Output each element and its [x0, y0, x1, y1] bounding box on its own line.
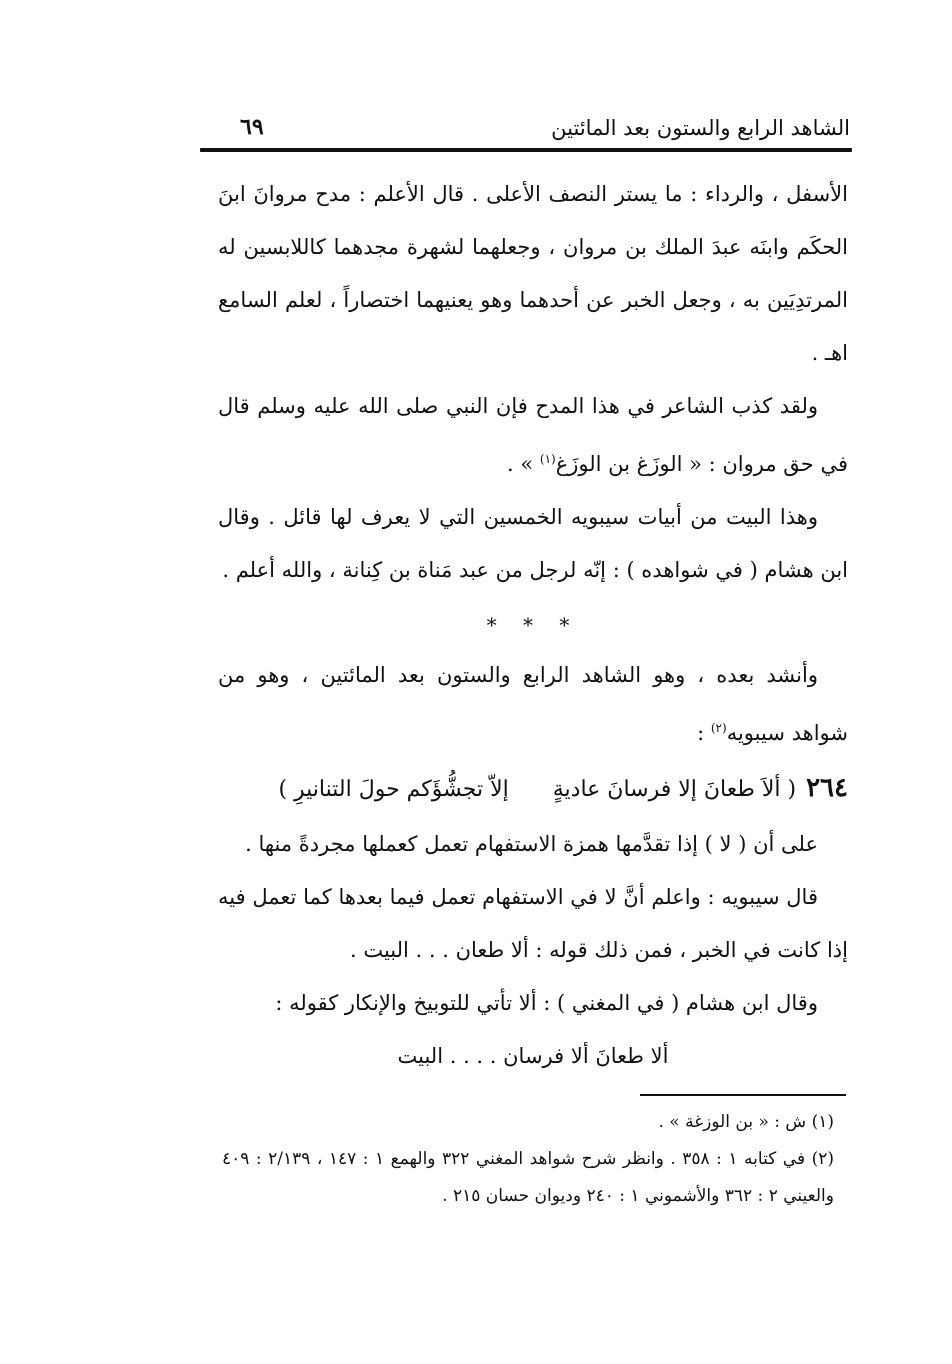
footnote-1: (١) ش : « بن الوزغة » .: [658, 1112, 834, 1132]
verse-number: ٢٦٤: [806, 773, 848, 803]
text-line: الأسفل ، والرداء : ما يستر النصف الأعلى . قال الأعلم : مدح مروانَ: [253, 182, 848, 206]
footnote-line: وديوان حسان ٢١٥ .: [442, 1186, 582, 1206]
text-line: وهذا البيت من أبيات سيبويه الخمسين التي لا يعرف لها قائل . وقال: [218, 505, 818, 529]
section-separator: * * *: [486, 613, 580, 637]
footnote-ref-2: (٢): [710, 721, 727, 735]
text-line: ابن هشام ( في شواهده ) : إنّه لرجل من عبد مَناة بن كِنانة ، والله أعلم .: [222, 558, 848, 582]
paragraph-3: [218, 491, 848, 597]
text-line: السامع اهـ .: [218, 288, 848, 365]
text-line-end: » .: [507, 452, 540, 476]
paragraph-7: وقال ابن هشام ( في المغني ) : ألا تأتي للتوبيخ والإنكار كقوله :: [275, 991, 818, 1015]
verse-hemistich-2: إلاّ تجشُّؤَكم حولَ التنانيرِ ): [278, 777, 509, 802]
paragraph-4: [218, 649, 848, 760]
page-header: [200, 116, 850, 150]
text-line: له المرتدِيَين به ، وجعل الخبر عن أحدهما وهو يعنيهما اختصاراً ، لعلم: [218, 235, 848, 312]
text-line-end: :: [697, 721, 711, 745]
text-line: كانت في الخبر ، فمن ذلك قوله : ألا طعان . . . البيت .: [349, 938, 821, 962]
text-line: ابنَ الحكَم وابنَه عبدَ الملك بن مروان ، وجعلهما لشهرة مجدهما كاللابسين: [218, 182, 848, 259]
text-line: وأنشد بعده ، وهو الشاهد الرابع والستون بعد المائتين ، وهو من شواهد: [218, 663, 848, 745]
paragraph-5: على أن ( لا ) إذا تقدَّمها همزة الاستفهام تعمل كعملها مجردةً منها .: [245, 832, 818, 856]
page-number: ٦٩: [240, 114, 264, 140]
running-title: الشاهد الرابع والستون بعد المائتين: [551, 116, 850, 140]
paragraph-1: [218, 168, 848, 380]
footnote-2: [222, 1141, 834, 1215]
paragraph-2: [218, 380, 848, 491]
text-line: في حق مروان : « الوزَغ بن الوزَغ: [555, 452, 848, 476]
footnote-line: (٢) في كتابه ١ : ٣٥٨ . وانظر شرح شواهد المغني ٣٢٢ والهمع: [390, 1149, 834, 1169]
verse-hemistich-1: ( ألاَ طعانَ إلا فرسانَ عاديةٍ: [552, 777, 797, 802]
text-line: سيبويه: [726, 721, 785, 745]
footnote-ref-1: (١): [539, 452, 556, 466]
paragraph-6: [218, 871, 848, 977]
footnote-line: ١ : ١٤٧ ، ٢/١٣٩ : ٤٠٩ والعيني ٢ : ٣٦٢ والأشموني ١ : ٢٤٠: [222, 1149, 834, 1206]
footnote-rule: [640, 1094, 846, 1096]
verse-264: [218, 760, 848, 818]
header-rule: [200, 148, 852, 152]
text-line: قال سيبويه : واعلم أنَّ لا في الاستفهام تعمل فيما بعدها كما تعمل فيه إذا: [218, 885, 848, 962]
footnotes: [222, 1104, 834, 1215]
body-text: [218, 168, 848, 1083]
text-line: ولقد كذب الشاعر في هذا المدح فإن النبي صلى الله عليه وسلم قال: [218, 394, 818, 418]
quoted-verse: ألا طعانَ ألا فرسان . . . . البيت: [397, 1044, 669, 1068]
